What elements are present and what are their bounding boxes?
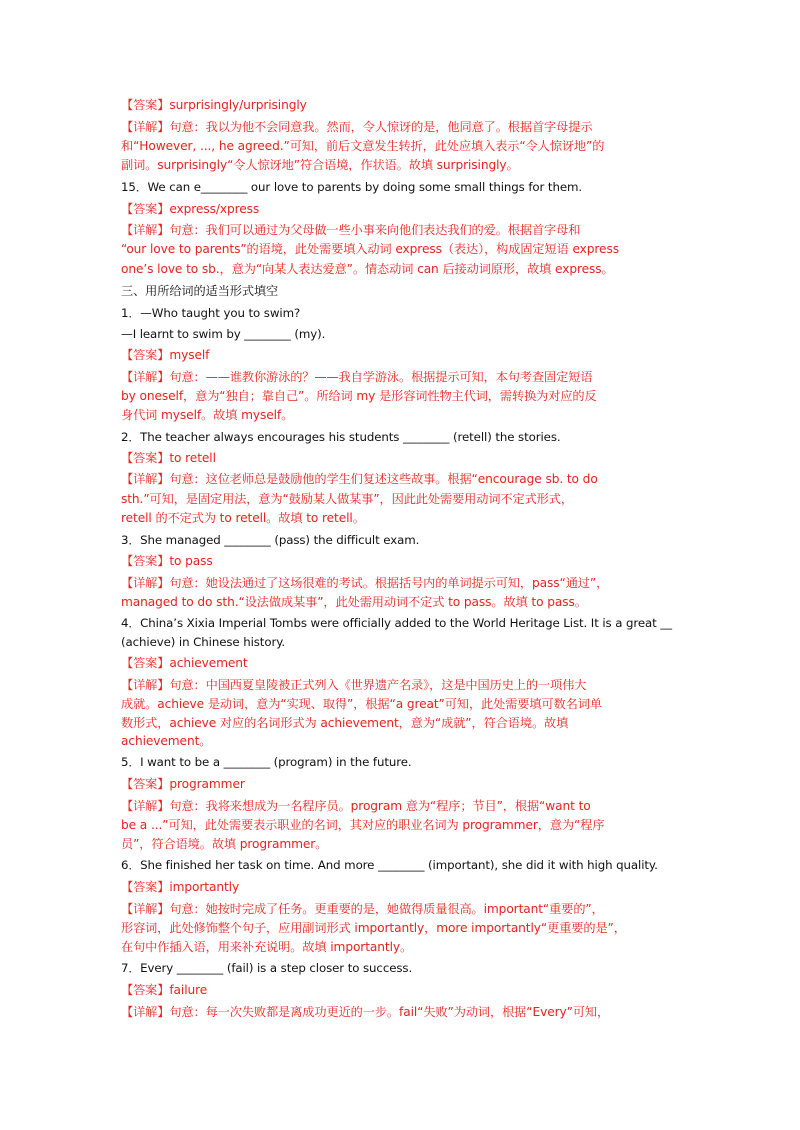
section-heading: 三、用所给词的适当形式填空 xyxy=(121,284,279,298)
answer-line: 【答案】surprisingly/urprisingly xyxy=(121,98,307,112)
explanation-line: 【详解】句意：我们可以通过为父母做一些小事来向他们表达我们的爱。根据首字母和 xyxy=(121,223,581,237)
question-line: 7．Every ________ (fail) is a step closer to success. xyxy=(121,961,413,975)
question-line: 2．The teacher always encourages his students ________ (retell) the stories. xyxy=(121,430,561,444)
explanation-line: 【详解】句意：我将来想成为一名程序员。program 意为“程序；节目”，根据“want to xyxy=(121,799,591,813)
answer-line: 【答案】programmer xyxy=(121,777,245,791)
question-line: 4．China’s Xixia Imperial Tombs were officially added to the World Heritage List. It is a great __ xyxy=(121,616,672,630)
explanation-line: retell 的不定式为 to retell。故填 to retell。 xyxy=(121,511,365,525)
answer-line: 【答案】myself xyxy=(121,348,210,362)
explanation-line: one’s love to sb.，意为“向某人表达爱意”。情态动词 can 后接动词原形，故填 express。 xyxy=(121,262,614,276)
explanation-line: 身代词 myself。故填 myself。 xyxy=(121,408,294,422)
explanation-line: be a ...”可知，此处需要表示职业的名词，其对应的职业名词为 programmer，意为“程序 xyxy=(121,818,605,832)
answer-line: 【答案】achievement xyxy=(121,656,248,670)
answer-line: 【答案】importantly xyxy=(121,880,240,894)
explanation-line: 数形式，achieve 对应的名词形式为 achievement，意为“成就”，符合语境。故填 xyxy=(121,716,569,730)
answer-line: 【答案】to retell xyxy=(121,451,216,465)
question-line: (achieve) in Chinese history. xyxy=(121,635,286,649)
explanation-line: 形容词，此处修饰整个句子，应用副词形式 importantly，more importantly“更重要的是”， xyxy=(121,921,626,935)
explanation-line: achievement。 xyxy=(121,734,212,748)
answer-line: 【答案】express/xpress xyxy=(121,202,260,216)
explanation-line: 副词。surprisingly“令人惊讶地”符合语境，作状语。故填 surprisingly。 xyxy=(121,158,519,172)
explanation-line: 员”，符合语境。故填 programmer。 xyxy=(121,837,328,851)
explanation-line: 【详解】句意：——谁教你游泳的？——我自学游泳。根据提示可知，本句考查固定短语 xyxy=(121,370,593,384)
question-line: —I learnt to swim by ________ (my). xyxy=(121,327,326,341)
explanation-line: 和“However, ..., he agreed.”可知，前后文意发生转折，此处应填入表示“令人惊讶地”的 xyxy=(121,139,605,153)
answer-line: 【答案】failure xyxy=(121,983,208,997)
explanation-line: by oneself，意为“独自；靠自己”。所给词 my 是形容词性物主代词，需转换为对应的反 xyxy=(121,389,597,403)
explanation-line: 【详解】句意：这位老师总是鼓励他的学生们复述这些故事。根据“encourage sb. to do xyxy=(121,472,598,486)
question-line: 6．She finished her task on time. And more ________ (important), she did it with high quality. xyxy=(121,858,658,872)
question-line: 1．—Who taught you to swim? xyxy=(121,306,301,320)
explanation-line: 【详解】句意：中国西夏皇陵被正式列入《世界遗产名录》，这是中国历史上的一项伟大 xyxy=(121,678,587,692)
explanation-line: 【详解】句意：每一次失败都是离成功更近的一步。fail“失败”为动词，根据“Every”可知， xyxy=(121,1005,610,1019)
answer-line: 【答案】to pass xyxy=(121,554,213,568)
explanation-line: 【详解】句意：她设法通过了这场很难的考试。根据括号内的单词提示可知，pass“通过”， xyxy=(121,576,609,590)
explanation-line: managed to do sth.“设法做成某事”，此处需用动词不定式 to pass。故填 to pass。 xyxy=(121,595,587,609)
question-line: 3．She managed ________ (pass) the difficult exam. xyxy=(121,533,420,547)
explanation-line: 成就。achieve 是动词，意为“实现、取得”，根据“a great”可知，此处需要填可数名词单 xyxy=(121,697,602,711)
explanation-line: 【详解】句意：我以为他不会同意我。然而，令人惊讶的是，他同意了。根据首字母提示 xyxy=(121,120,593,134)
question-line: 15．We can e________ our love to parents by doing some small things for them. xyxy=(121,180,583,194)
explanation-line: “our love to parents”的语境，此处需要填入动词 express（表达），构成固定短语 express xyxy=(121,242,619,256)
explanation-line: sth.”可知，是固定用法，意为“鼓励某人做某事”，因此此处需要用动词不定式形式， xyxy=(121,492,573,506)
explanation-line: 在句中作插入语，用来补充说明。故填 importantly。 xyxy=(121,940,413,954)
explanation-line: 【详解】句意：她按时完成了任务。更重要的是，她做得质量很高。important“重要的”， xyxy=(121,902,604,916)
question-line: 5．I want to be a ________ (program) in the future. xyxy=(121,755,412,769)
